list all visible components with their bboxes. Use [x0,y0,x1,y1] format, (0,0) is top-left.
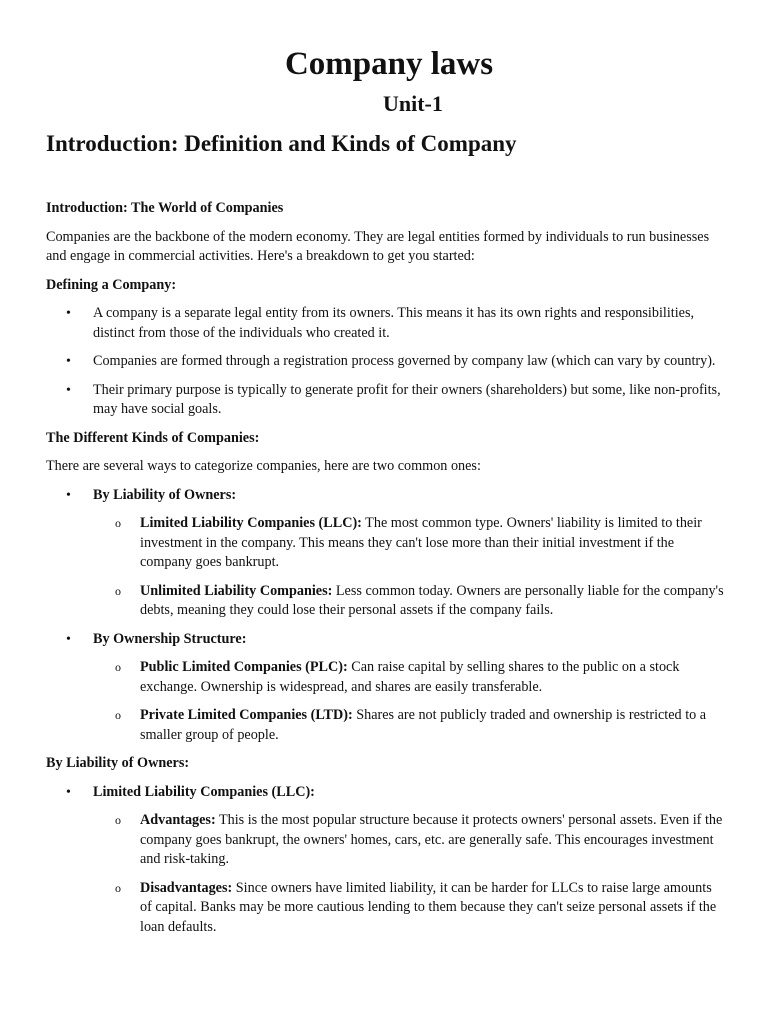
list-item-label: By Liability of Owners: [93,486,237,503]
document-body [46,199,726,946]
bullet-icon: • [66,306,71,321]
bullet-icon: • [66,631,71,647]
circle-bullet-icon: o [115,708,121,722]
sub-list [93,514,726,621]
paragraph: There are several ways to categorize companies, here are two common ones: [46,458,481,474]
sub-list-item [93,879,726,938]
circle-bullet-icon: o [115,880,121,895]
list-item-label: Limited Liability Companies (LLC): [93,783,315,800]
term: Advantages: [140,812,216,828]
term: Disadvantages: [140,879,233,896]
list-item [46,630,726,746]
paragraph: Companies are the backbone of the modern economy. They are legal entities formed by individuals to run businesses and engage in commercial activities. Here's a breakdown to get you started: [46,228,710,264]
section-heading: Defining a Company: [46,276,177,293]
term-description: This is the most popular structure because it protects owners' personal assets. Even if the company goes bankrupt, the owners' homes, cars, etc. are generally safe. This encourages investment and risk-taking. [140,812,723,867]
sub-list-item [93,514,726,573]
list-item [46,783,726,938]
document-title: Company laws [284,46,494,82]
bullet-icon: • [66,382,71,398]
term-description: Shares are not publicly traded and ownership is restricted to a smaller group of people. [140,707,707,743]
circle-bullet-icon: o [115,660,121,674]
defining-list [46,304,726,420]
kinds-list [46,486,726,746]
sub-list-item [93,706,726,745]
term: Public Limited Companies (PLC): [140,659,348,675]
bullet-icon: • [66,784,71,800]
list-item [46,304,726,343]
term: Limited Liability Companies (LLC): [140,515,362,531]
sub-list-item [93,582,726,621]
bullet-icon: • [66,487,71,503]
list-item-label: By Ownership Structure: [93,630,247,647]
bullet-icon: • [66,354,71,369]
term: Private Limited Companies (LTD): [140,707,353,723]
term-description: The most common type. Owners' liability is limited to their investment in the company. This means they can't lose more than their initial investment if the company goes bankrupt. [140,515,702,570]
circle-bullet-icon: o [115,516,121,530]
term-description: Can raise capital by selling shares to the public on a stock exchange. Ownership is widespread, and shares are easily transferable. [140,659,680,695]
chapter-heading: Introduction: Definition and Kinds of Company [46,131,517,156]
list-item [46,381,726,420]
list-item [46,352,726,372]
list-item [46,486,726,621]
list-item-text: A company is a separate legal entity from its owners. This means it has its own rights and responsibilities, distinct from those of the individuals who created it. [93,305,695,341]
term: Unlimited Liability Companies: [140,582,333,599]
sub-list-item [93,811,726,870]
section-heading: The Different Kinds of Companies: [46,429,260,446]
list-item-text: Their primary purpose is typically to generate profit for their owners (shareholders) but some, like non-profits, may have social goals. [93,381,721,417]
unit-label: Unit-1 [383,91,443,116]
term-description: Since owners have limited liability, it can be harder for LLCs to raise large amounts of capital. Banks may be more cautious lending to them because they can't seize personal assets if the loan defaults. [140,879,717,935]
circle-bullet-icon: o [115,583,121,598]
term-description: Less common today. Owners are personally liable for the company's debts, meaning they could lose their personal assets if the company fails. [140,582,724,618]
sub-list-item [93,658,726,697]
llc-list [46,783,726,938]
list-item-text: Companies are formed through a registration process governed by company law (which can vary by country). [93,353,716,369]
sub-list [93,658,726,745]
sub-list [93,811,726,937]
circle-bullet-icon: o [115,813,121,827]
section-heading: Introduction: The World of Companies [46,200,284,216]
section-heading: By Liability of Owners: [46,755,190,771]
